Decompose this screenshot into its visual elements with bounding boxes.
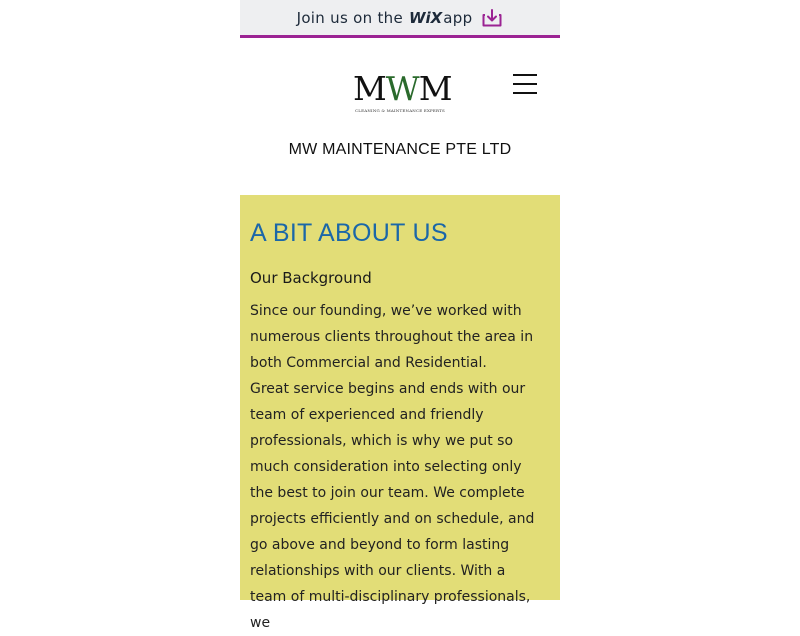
logo-wordmark: MWM [353,69,452,108]
mobile-page [240,0,560,631]
about-paragraph-2: Great service begins and ends with our team of experienced and friendly professionals, which is why we put so much consideration into selecting only the best to join our team. We complete projects efficiently and on schedule, and go above and beyond to form lasting relationships with our clients. With a team of multi-disciplinary professionals, we [250,381,535,631]
about-subtitle: Our Background [250,269,372,287]
about-body [250,298,536,636]
download-icon[interactable] [481,8,503,28]
banner-prefix-text: Join us on the [296,8,403,27]
about-section [240,195,560,631]
wix-brand-text: WiX [409,8,443,27]
logo-tagline: CLEANING & MAINTENANCE EXPERTS [355,108,445,113]
company-name: MW MAINTENANCE PTE LTD [288,141,512,158]
mwm-logo[interactable] [353,69,452,116]
banner-suffix-text: app [443,8,473,27]
hamburger-menu-icon[interactable] [513,74,537,96]
wix-app-banner[interactable] [240,0,560,38]
about-title: A BIT ABOUT US [250,219,448,247]
about-paragraph-1: Since our founding, we’ve worked with numerous clients throughout the area in both Commercial and Residential. [250,303,534,371]
